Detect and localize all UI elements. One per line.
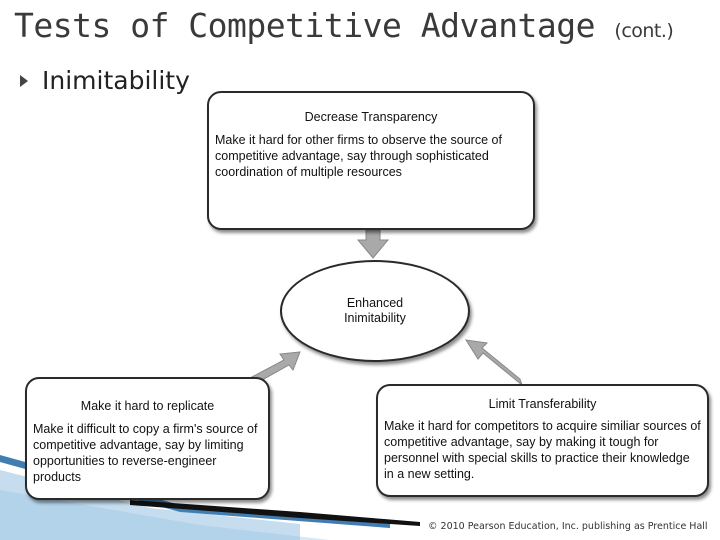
- center-label-line1: Enhanced: [346, 296, 404, 310]
- copyright-footer: © 2010 Pearson Education, Inc. publishing as Prentice Hall: [428, 521, 708, 532]
- box-decrease-transparency-title: Decrease Transparency: [304, 110, 438, 124]
- slide-title-suffix: (cont.): [614, 20, 674, 42]
- box-limit-transferability: [376, 384, 709, 497]
- slide-title-main: Tests of Competitive Advantage: [14, 6, 596, 45]
- box-decrease-transparency-body: Make it hard for other firms to observe the source of competitive advantage, say through sophisticated coordination of multiple resources: [215, 133, 502, 179]
- box-replicate-body: Make it difficult to copy a firm's source of competitive advantage, say by limiting opportunities to reverse-engineer products: [33, 422, 258, 484]
- arrow-right-to-center: [466, 340, 522, 385]
- box-replicate-title: Make it hard to replicate: [80, 399, 215, 413]
- box-make-hard-to-replicate: [25, 377, 270, 500]
- center-label-line2: Inimitability: [344, 311, 406, 325]
- box-decrease-transparency: [207, 91, 535, 230]
- bullet-text: Inimitability: [42, 66, 190, 95]
- arrow-top-to-center: [358, 230, 388, 258]
- box-transferability-title: Limit Transferability: [488, 397, 597, 411]
- center-enhanced-inimitability: [280, 260, 470, 362]
- box-transferability-body: Make it hard for competitors to acquire similiar sources of competitive advantage, say by making it tough for personnel with special skills to practice their knowledge in a new setting.: [384, 419, 701, 481]
